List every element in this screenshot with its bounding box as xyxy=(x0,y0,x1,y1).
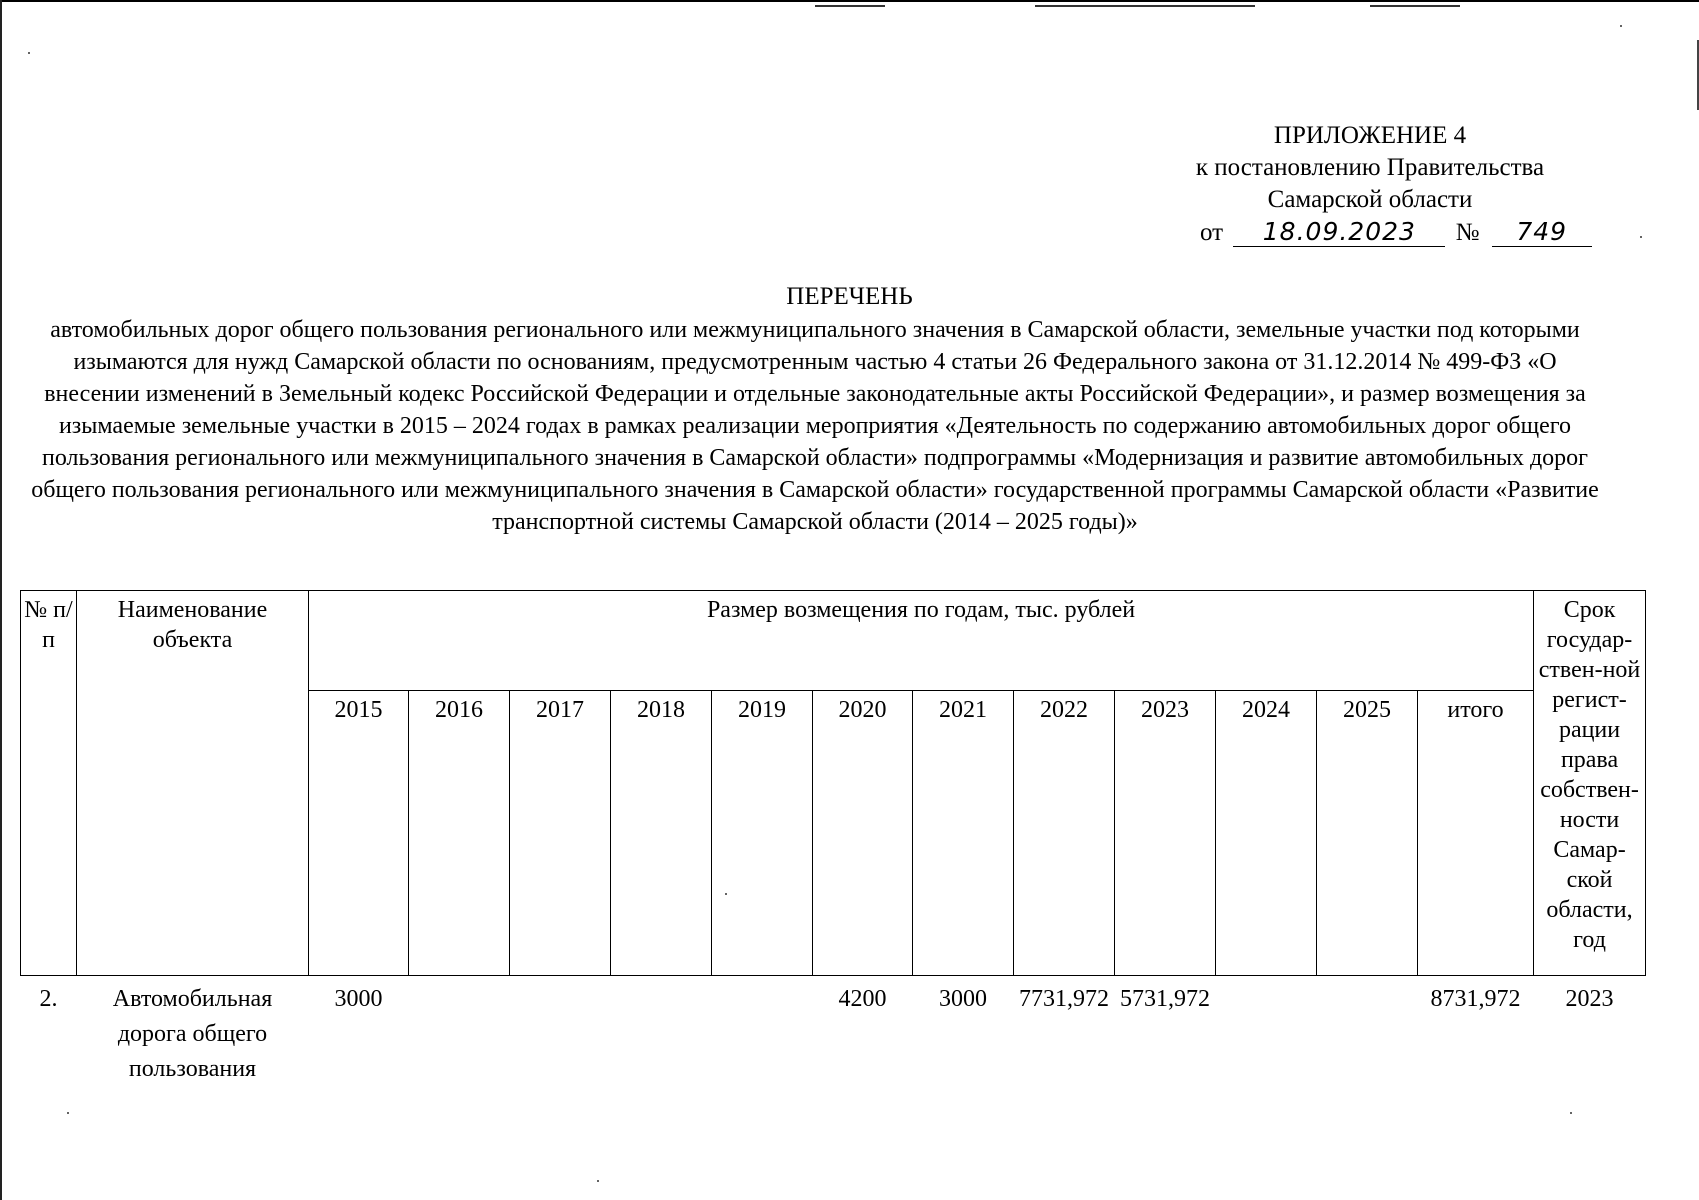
header-year: 2015 xyxy=(309,691,409,976)
header-year: 2018 xyxy=(611,691,712,976)
amount-2020: 4200 xyxy=(838,986,887,1012)
decree-date-number xyxy=(1200,217,1592,247)
header-year: 2025 xyxy=(1317,691,1418,976)
amount-2018 xyxy=(611,976,712,1094)
scan-speck xyxy=(1640,236,1642,238)
amount-2019 xyxy=(712,976,813,1094)
appendix-header xyxy=(1120,120,1620,216)
scan-speck xyxy=(1570,1112,1572,1114)
amount-2024 xyxy=(1216,976,1317,1094)
scan-speck xyxy=(67,1112,69,1114)
number-prefix: № xyxy=(1455,219,1480,246)
header-year: 2019 xyxy=(712,691,813,976)
amount-2016 xyxy=(409,976,510,1094)
scan-speck xyxy=(597,1180,599,1182)
scan-artifact xyxy=(1035,5,1255,7)
decree-date-handwritten: 18.09.2023 xyxy=(1233,217,1445,247)
header-year: 2024 xyxy=(1216,691,1317,976)
header-year: 2016 xyxy=(409,691,510,976)
amount-2015: 3000 xyxy=(334,986,383,1012)
header-year: 2021 xyxy=(913,691,1014,976)
scan-speck xyxy=(1620,25,1622,27)
scan-speck xyxy=(28,52,30,54)
document-subtitle: автомобильных дорог общего пользования регионального или межмуниципального значения в Самарской области, земельные участки под которыми изымаются для нужд Самарской области по основаниям, предусмотренным частью 4 статьи 26 Федерального закона от 31.12.2014 № 499-ФЗ «О внесении изменений в Земельный кодекс Российской Федерации и отдельные законодательные акты Российской Федерации», и размер возмещения за изымаемые земельные участки в 2015 – 2024 годах в рамках реализации мероприятия «Деятельность по содержанию автомобильных дорог общего пользования регионального или межмуниципального значения в Самарской области» подпрограммы «Модернизация и развитие автомобильных дорог общего пользования регионального или межмуниципального значения в Самарской области» государственной программы Самарской области «Развитие транспортной системы Самарской области (2014 – 2025 годы)» xyxy=(31,317,1599,535)
scan-artifact xyxy=(1370,5,1460,7)
table-row xyxy=(21,976,1646,1094)
document-title: ПЕРЕЧЕНЬ xyxy=(786,283,913,310)
header-year: 2023 xyxy=(1115,691,1216,976)
header-year: 2022 xyxy=(1014,691,1115,976)
scan-border-top xyxy=(0,0,1699,2)
amount-2021: 3000 xyxy=(939,986,987,1012)
date-prefix: от xyxy=(1200,219,1224,246)
appendix-label: ПРИЛОЖЕНИЕ 4 xyxy=(1273,122,1467,149)
amount-total: 8731,972 xyxy=(1430,986,1521,1012)
row-object-name: Автомобильная дорога общего пользования xyxy=(112,986,273,1082)
header-registration-term: Срок государ-ствен-ной регист-рации права собствен-ности Самар-ской области, год xyxy=(1534,591,1646,976)
header-year: 2017 xyxy=(510,691,611,976)
header-amount-by-years: Размер возмещения по годам, тыс. рублей xyxy=(309,591,1534,691)
decree-number-handwritten: 749 xyxy=(1492,217,1592,247)
scan-artifact xyxy=(815,5,885,7)
amount-2017 xyxy=(510,976,611,1094)
decree-reference: к постановлению Правительства xyxy=(1195,154,1545,181)
compensation-table xyxy=(20,590,1646,1093)
region-name: Самарской области xyxy=(1267,186,1473,213)
header-year: 2020 xyxy=(813,691,913,976)
header-total: итого xyxy=(1418,691,1534,976)
amount-2022: 7731,972 xyxy=(1019,986,1109,1012)
header-object-name: Наименование объекта xyxy=(77,591,309,976)
amount-2025 xyxy=(1317,976,1418,1094)
header-number: № п/п xyxy=(21,591,77,976)
row-number: 2. xyxy=(39,986,58,1012)
scan-border-left xyxy=(0,0,2,1200)
registration-year: 2023 xyxy=(1565,986,1614,1012)
amount-2023: 5731,972 xyxy=(1120,986,1210,1012)
